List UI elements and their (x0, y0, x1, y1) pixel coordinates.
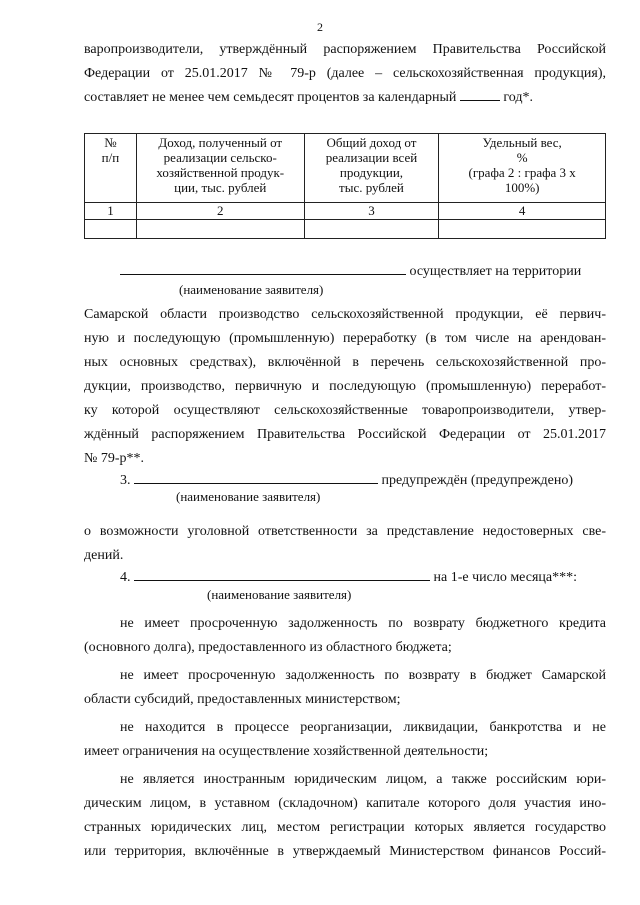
table-cell (439, 220, 606, 239)
table-cell (136, 220, 304, 239)
intro-line-1: варопроизводители, утверждённый распоряжением Правительства Российской (84, 42, 606, 57)
section2-line: ную и последующую (промышленную) переработку (в том числе на арендован- (84, 331, 606, 346)
section2-line: ных основных средствах), включённой в перечень сельскохозяйственной про- (84, 355, 606, 370)
section4-item-line: не является иностранным юридическим лицом, а также российским юри- (120, 772, 606, 787)
section2-first-line (120, 260, 606, 284)
section4-item-line: не находится в процессе реорганизации, ликвидации, банкротства и не (120, 720, 606, 735)
table-empty-row (85, 220, 606, 239)
section4-item-line: не имеет просроченную задолженность по возврату в бюджет Самарской (120, 668, 606, 683)
applicant-name-blank (134, 567, 430, 581)
section4-item-line: области субсидий, предоставленных министерством; (84, 692, 401, 707)
table-cell (304, 220, 439, 239)
table-header-row (85, 134, 606, 203)
section3-line: о возможности уголовной ответственности за представление недостоверных све- (84, 524, 606, 539)
section3-line: дений. (84, 548, 124, 563)
applicant-name-caption: (наименование заявителя) (176, 489, 321, 504)
table-header-cell: Доход, полученный от реализации сельско- хозяйственной продук- ции, тыс. рублей (136, 134, 304, 203)
applicant-name-blank (134, 470, 378, 484)
section2-line: ждённый распоряжением Правительства Российской Федерации от 25.01.2017 (84, 427, 606, 442)
income-table (84, 133, 606, 239)
section4-item-line: или территория, включённые в утверждаемый Министерством финансов Россий- (84, 844, 606, 859)
applicant-name-caption: (наименование заявителя) (207, 587, 352, 602)
table-cell: 1 (85, 203, 137, 220)
intro-line-2: Федерации от 25.01.2017 № 79-р (далее – сельскохозяйственная продукция), (84, 66, 606, 81)
section2-line: дукции, производство, первичную и последующую (промышленную) переработ- (84, 379, 606, 394)
page-number: 2 (317, 20, 323, 34)
section3-first-line-end: предупреждён (предупреждено) (381, 473, 574, 488)
section2-line: Самарской области производство сельскохозяйственной продукции, её первич- (84, 307, 606, 322)
section4-first-line (120, 566, 606, 590)
section2-last-line: № 79-р**. (84, 451, 145, 466)
table-cell (85, 220, 137, 239)
table-header-cell: Общий доход от реализации всей продукции, тыс. рублей (304, 134, 439, 203)
section4-item-line: не имеет просроченную задолженность по возврату бюджетного кредита (120, 616, 606, 631)
section4-item-line: имеет ограничения на осуществление хозяйственной деятельности; (84, 744, 489, 759)
applicant-name-caption: (наименование заявителя) (179, 282, 324, 297)
section4-item-line: странных юридических лиц, местом регистрации которых является государство (84, 820, 606, 835)
section4-number: 4. (120, 570, 131, 585)
intro-line-3-text: составляет не менее чем семьдесят процентов за календарный (84, 90, 457, 105)
section3-number: 3. (120, 473, 131, 488)
table-cell: 3 (304, 203, 439, 220)
table-header-cell: № п/п (85, 134, 137, 203)
applicant-name-blank (120, 261, 406, 275)
intro-line-3 (84, 86, 606, 110)
section2-first-line-end: осуществляет на территории (409, 264, 582, 279)
section4-item-line: (основного долга), предоставленного из областного бюджета; (84, 640, 452, 655)
table-cell: 2 (136, 203, 304, 220)
table-cell: 4 (439, 203, 606, 220)
section4-first-line-end: на 1-е число месяца***: (433, 570, 577, 585)
section4-item-line: дическим лицом, в уставном (складочном) капитале которого доля участия ино- (84, 796, 606, 811)
year-blank (460, 87, 500, 101)
table-number-row (85, 203, 606, 220)
intro-line-3-end: год*. (503, 90, 534, 105)
section2-line: ку которой осуществляют сельскохозяйственные товаропроизводители, утвер- (84, 403, 606, 418)
table-header-cell: Удельный вес, % (графа 2 : графа 3 х 100%) (439, 134, 606, 203)
